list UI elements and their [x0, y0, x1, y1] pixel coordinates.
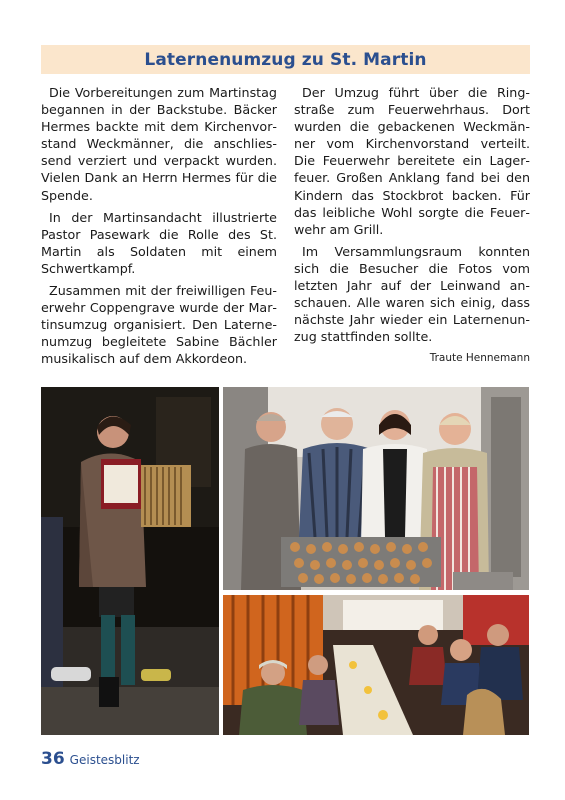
paragraph: Der Umzug führt über die Ringstraße zum Feuerwehrhaus. Dort wurden die gebackenen Weckmänner vom Kirchenvorstand verteilt. Die Feuerwehr bereitete ein Lagerfeuer. Großen Anklang fand bei den Kindern das Stockbrot backen. Für das leibliche Wohl sorgte die Feuerwehr am Grill. — [294, 85, 530, 237]
article-title-bar — [41, 45, 530, 74]
page-number: 36 — [41, 749, 65, 769]
photo-firehouse-gathering — [223, 595, 529, 735]
paragraph: Zusammen mit der freiwilligen Feuerwehr Coppengrave wurde der Martinsumzug organisiert. Den Laternenumzug begleitete Sabine Bächler musikalisch auf dem Akkordeon. — [41, 283, 277, 367]
article-title: Laternenumzug zu St. Martin — [144, 49, 427, 70]
paragraph: Im Versammlungsraum konnten sich die Besucher die Fotos vom letzten Jahr auf der Leinwand anschauen. Alle waren sich einig, dass nächste Jahr wieder ein Laternenunzug stattfinden sollte. — [294, 243, 530, 345]
author-signature: Traute Hennemann — [429, 352, 530, 365]
page-footer — [41, 749, 140, 769]
paragraph: Die Vorbereitungen zum Martinstag begannen in der Backstube. Bäcker Hermes backte mit dem Kirchenvorstand Weckmänner, die anschliessend verziert und verpackt wurden. Vielen Dank an Herrn Hermes für die Spende. — [41, 85, 277, 203]
photo-accordion-player — [41, 387, 219, 735]
magazine-name: Geistesblitz — [69, 753, 140, 767]
paragraph: In der Martinsandacht illustrierte Pastor Pasewark die Rolle des St. Martin als Soldaten mit einem Schwertkampf. — [41, 209, 277, 276]
right-text-column — [294, 84, 530, 368]
left-text-column — [41, 84, 277, 373]
photo-bakery-group — [223, 387, 529, 590]
